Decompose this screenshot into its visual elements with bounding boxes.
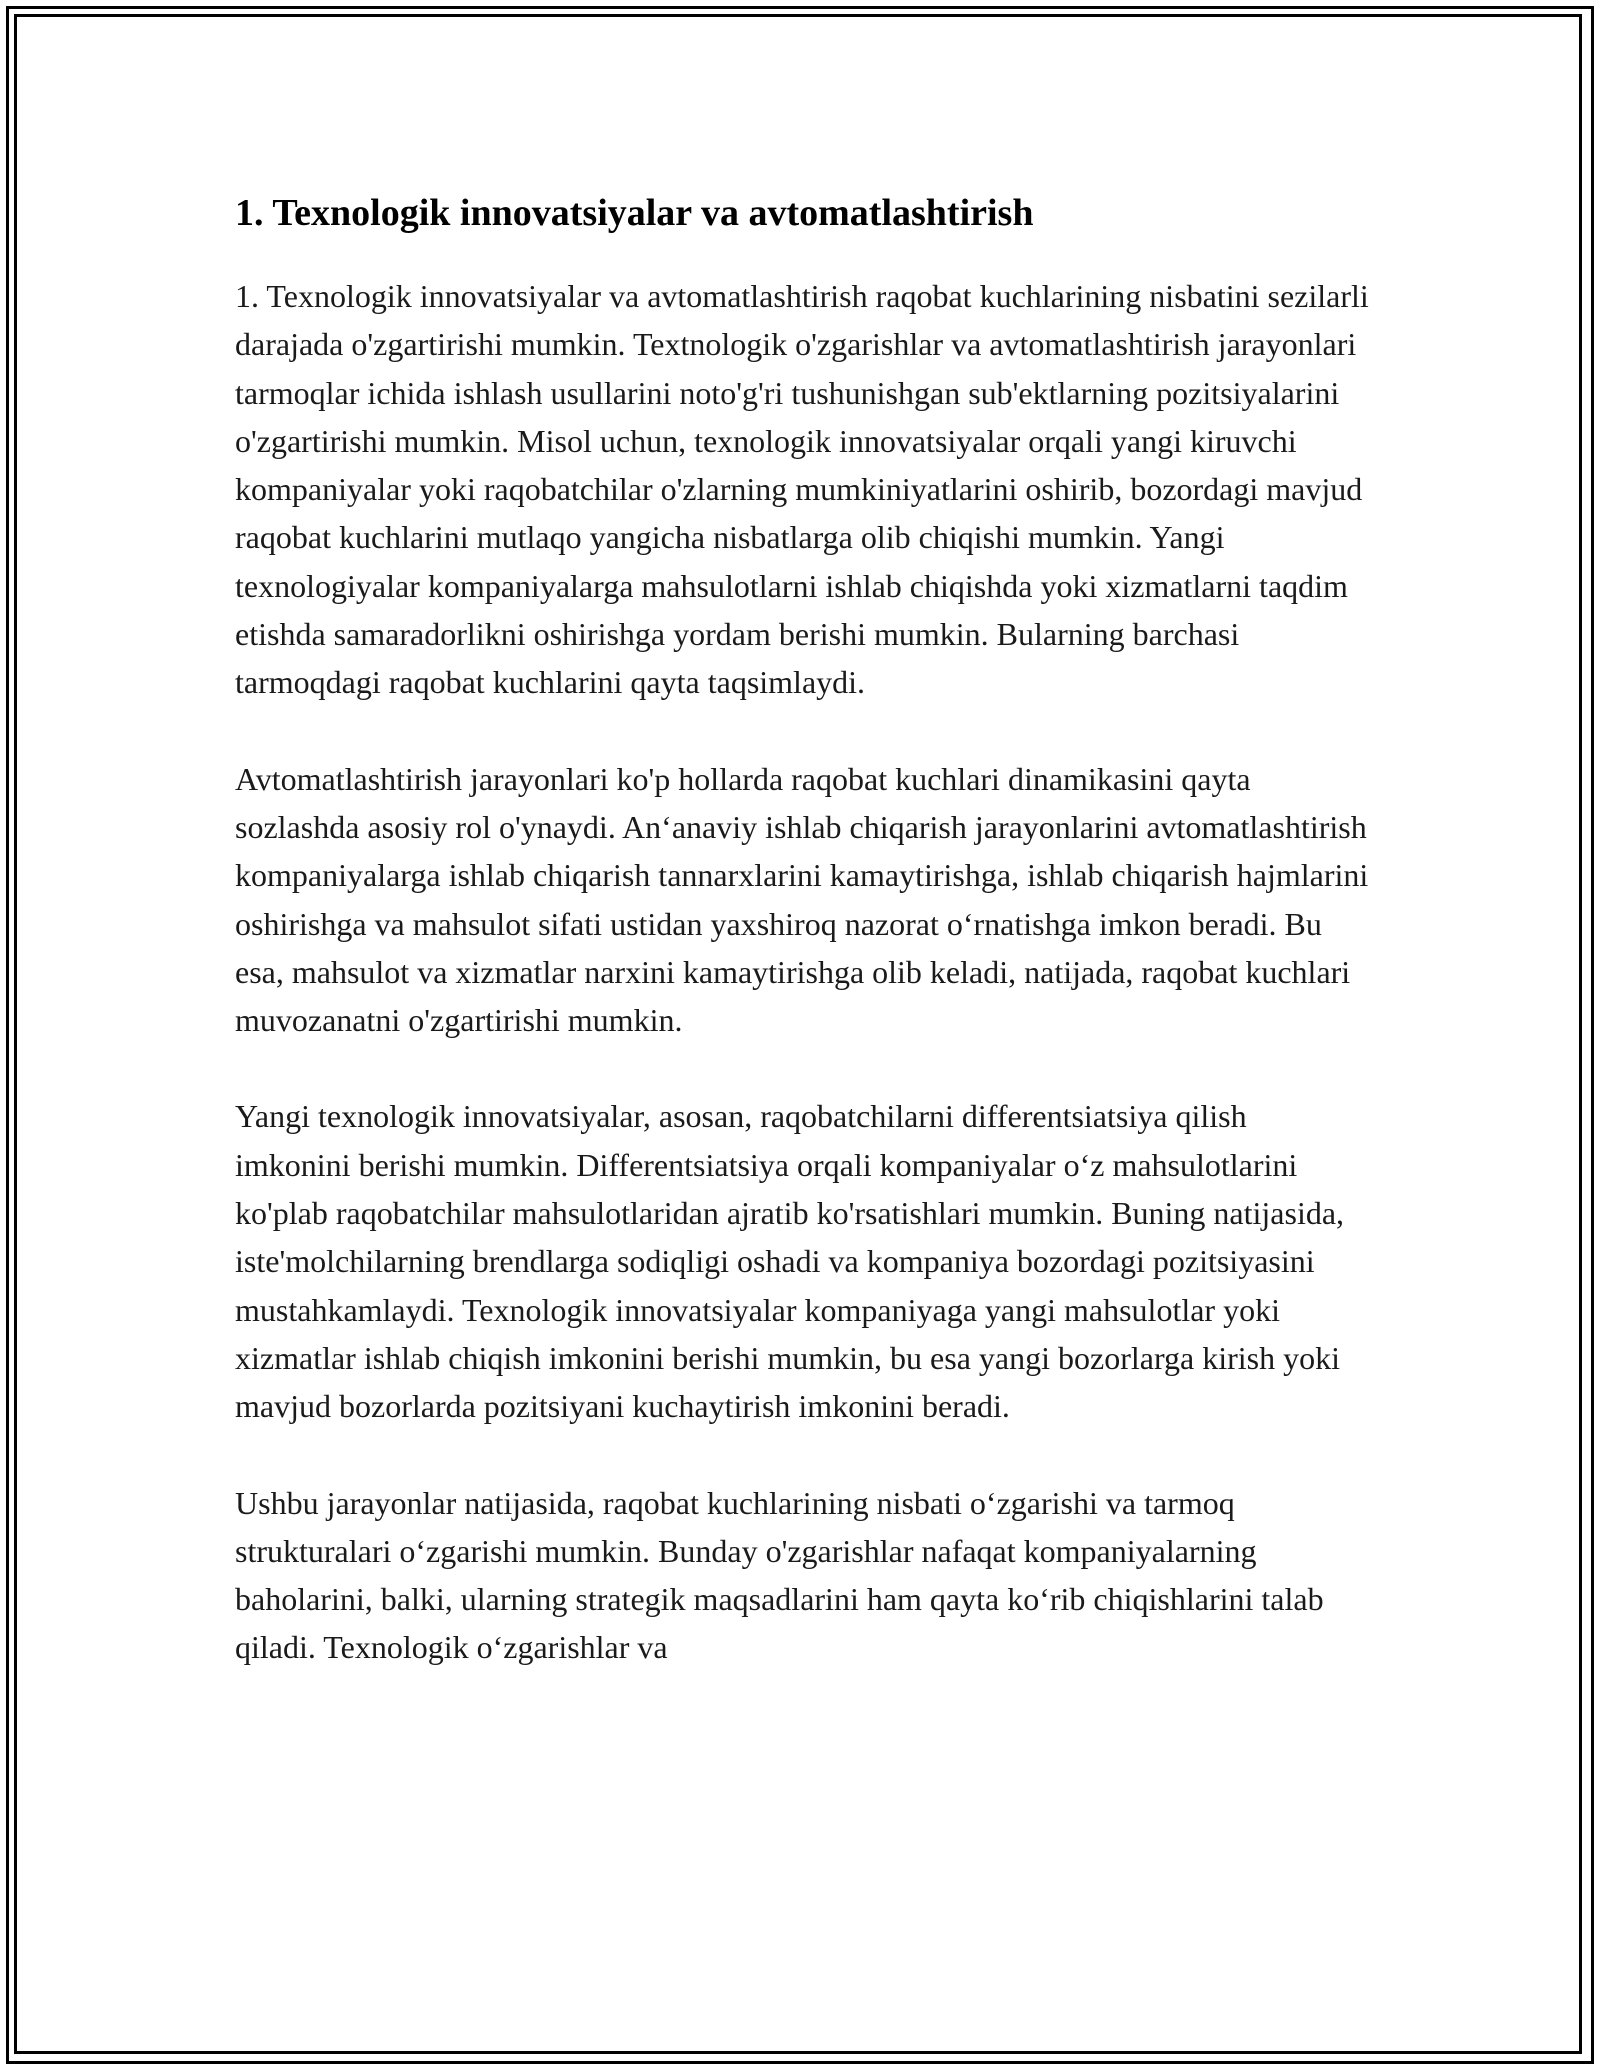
paragraph-2: Avtomatlashtirish jarayonlari ko'p hollarda raqobat kuchlari dinamikasini qayta sozlashda asosiy rol o'ynaydi. An‘anaviy ishlab chiqarish jarayonlarini avtomatlashtirish kompaniyalarga ishlab chiqarish tannarxlarini kamaytirishga, ishlab chiqarish hajmlarini oshirishga va mahsulot sifati ustidan yaxshiroq nazorat o‘rnatishga imkon beradi. Bu esa, mahsulot va xizmatlar narxini kamaytirishga olib keladi, natijada, raqobat kuchlari muvozanatni o'zgartirishi mumkin. — [235, 760, 1369, 1039]
document-body — [235, 186, 1370, 1720]
paragraph-4: Ushbu jarayonlar natijasida, raqobat kuchlarining nisbati o‘zgarishi va tarmoq strukturalari o‘zgarishi mumkin. Bunday o'zgarishlar nafaqat kompaniyalarning baholarini, balki, ularning strategik maqsadlarini ham qayta ko‘rib chiqishlarini talab qiladi. Texnologik o‘zgarishlar va — [235, 1484, 1324, 1666]
paragraph-1: 1. Texnologik innovatsiyalar va avtomatlashtirish raqobat kuchlarining nisbatini sezilarli darajada o'zgartirishi mumkin. Textnologik o'zgarishlar va avtomatlashtirish jarayonlari tarmoqlar ichida ishlash usullarini noto'g'ri tushunishgan sub'ektlarning pozitsiyalarini o'zgartirishi mumkin. Misol uchun, texnologik innovatsiyalar orqali yangi kiruvchi kompaniyalar yoki raqobatchilar o'zlarning mumkiniyatlarini oshirib, bozordagi mavjud raqobat kuchlarini mutlaqo yangicha nisbatlarga olib chiqishi mumkin. Yangi texnologiyalar kompaniyalarga mahsulotlarni ishlab chiqishda yoki xizmatlarni taqdim etishda samaradorlikni oshirishga yordam berishi mumkin. Bularning barchasi tarmoqdagi raqobat kuchlarini qayta taqsimlaydi. — [235, 278, 1369, 701]
paragraph-3: Yangi texnologik innovatsiyalar, asosan, raqobatchilarni differentsiatsiya qilish imkonini berishi mumkin. Differentsiatsiya orqali kompaniyalar o‘z mahsulotlarini ko'plab raqobatchilar mahsulotlaridan ajratib ko'rsatishlari mumkin. Buning natijasida, iste'molchilarning brendlarga sodiqligi oshadi va kompaniya bozordagi pozitsiyasini mustahkamlaydi. Texnologik innovatsiyalar kompaniyaga yangi mahsulotlar yoki xizmatlar ishlab chiqish imkonini berishi mumkin, bu esa yangi bozorlarga kirish yoki mavjud bozorlarda pozitsiyani kuchaytirish imkonini beradi. — [235, 1098, 1345, 1425]
section-heading: 1. Texnologik innovatsiyalar va avtomatlashtirish — [235, 192, 1034, 234]
